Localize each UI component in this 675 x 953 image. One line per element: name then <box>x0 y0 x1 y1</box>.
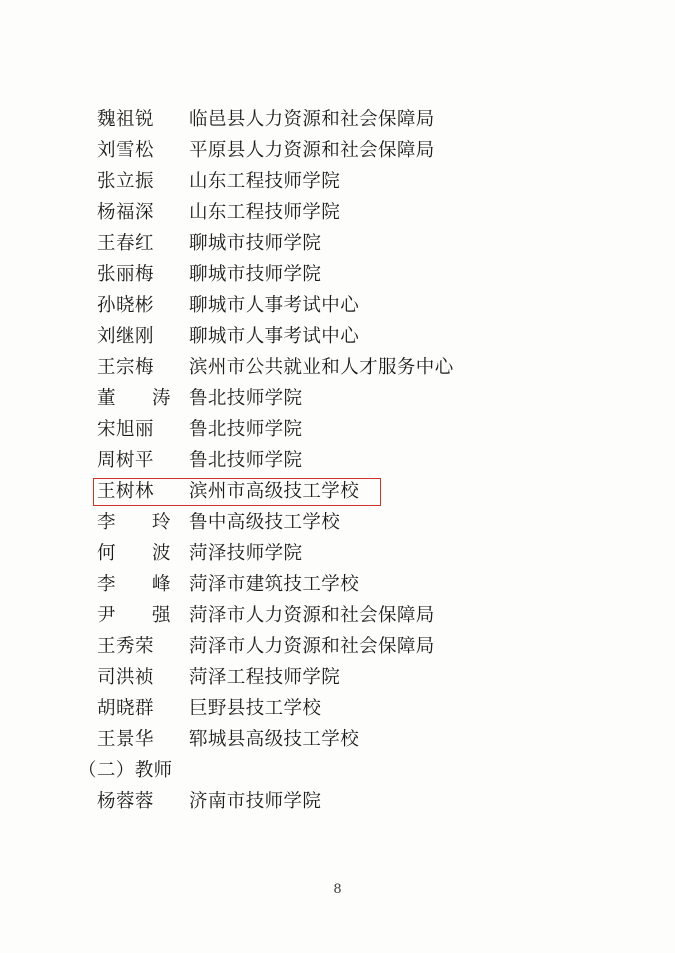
section-heading: （二）教师 <box>78 760 173 781</box>
highlight-box <box>93 478 381 506</box>
person-name: 孙晓彬 <box>97 295 155 316</box>
name-char: 董 <box>97 388 117 409</box>
list-item <box>0 632 675 663</box>
list-item <box>0 322 675 353</box>
list-item <box>0 663 675 694</box>
organization-name: 山东工程技师学院 <box>189 202 341 223</box>
organization-name: 菏泽市人力资源和社会保障局 <box>189 636 435 657</box>
person-name: 王宗梅 <box>97 357 155 378</box>
organization-name: 菏泽技师学院 <box>189 543 303 564</box>
organization-name: 滨州市公共就业和人才服务中心 <box>189 357 454 378</box>
organization-name: 聊城市人事考试中心 <box>189 326 360 347</box>
list-item <box>0 694 675 725</box>
person-name <box>97 539 189 565</box>
person-name <box>97 601 189 627</box>
organization-name: 山东工程技师学院 <box>189 171 341 192</box>
list-item <box>0 291 675 322</box>
list-item <box>0 260 675 291</box>
person-name <box>97 508 189 534</box>
person-name: 张立振 <box>97 171 155 192</box>
name-char: 何 <box>97 543 117 564</box>
list-item <box>0 353 675 384</box>
name-char: 尹 <box>97 605 117 626</box>
person-name: 王景华 <box>97 729 155 750</box>
organization-name: 郓城县高级技工学校 <box>189 729 360 750</box>
organization-name: 菏泽市人力资源和社会保障局 <box>189 605 435 626</box>
list-item <box>0 725 675 756</box>
organization-name: 平原县人力资源和社会保障局 <box>189 140 435 161</box>
organization-name: 聊城市技师学院 <box>189 233 322 254</box>
person-name: 王秀荣 <box>97 636 155 657</box>
name-char: 李 <box>97 574 117 595</box>
list-item <box>0 601 675 632</box>
person-name <box>97 384 189 410</box>
person-name: 胡晓群 <box>97 698 155 719</box>
person-name: 杨蓉蓉 <box>97 791 155 812</box>
person-name: 周树平 <box>97 450 155 471</box>
list-item <box>0 446 675 477</box>
list-item <box>0 229 675 260</box>
list-item <box>0 415 675 446</box>
list-item <box>0 787 675 818</box>
list-item <box>0 136 675 167</box>
person-name <box>97 570 189 596</box>
person-name: 张丽梅 <box>97 264 155 285</box>
person-name: 刘雪松 <box>97 140 155 161</box>
person-name: 王树林 <box>97 481 155 502</box>
organization-name: 鲁北技师学院 <box>189 419 303 440</box>
person-name: 魏祖锐 <box>97 109 155 130</box>
person-name: 王春红 <box>97 233 155 254</box>
person-name: 刘继刚 <box>97 326 155 347</box>
organization-name: 鲁北技师学院 <box>189 450 303 471</box>
organization-name: 鲁北技师学院 <box>189 388 303 409</box>
list-item <box>0 167 675 198</box>
list-item <box>0 477 675 508</box>
list-item <box>0 105 675 136</box>
name-char: 李 <box>97 512 117 533</box>
list-item <box>0 384 675 415</box>
organization-name: 菏泽工程技师学院 <box>189 667 341 688</box>
name-char: 波 <box>151 543 171 564</box>
list-item <box>0 570 675 601</box>
name-char: 玲 <box>151 512 171 533</box>
name-char: 涛 <box>151 388 171 409</box>
list-item <box>0 539 675 570</box>
organization-name: 聊城市技师学院 <box>189 264 322 285</box>
page-number: 8 <box>333 882 342 897</box>
person-name: 司洪祯 <box>97 667 155 688</box>
organization-name: 滨州市高级技工学校 <box>189 481 360 502</box>
organization-name: 巨野县技工学校 <box>189 698 322 719</box>
name-list <box>0 105 675 818</box>
organization-name: 鲁中高级技工学校 <box>189 512 341 533</box>
list-item <box>0 198 675 229</box>
name-char: 峰 <box>151 574 171 595</box>
organization-name: 聊城市人事考试中心 <box>189 295 360 316</box>
person-name: 宋旭丽 <box>97 419 155 440</box>
organization-name: 菏泽市建筑技工学校 <box>189 574 360 595</box>
person-name: 杨福深 <box>97 202 155 223</box>
name-char: 强 <box>151 605 171 626</box>
list-item <box>0 508 675 539</box>
organization-name: 济南市技师学院 <box>189 791 322 812</box>
organization-name: 临邑县人力资源和社会保障局 <box>189 109 435 130</box>
